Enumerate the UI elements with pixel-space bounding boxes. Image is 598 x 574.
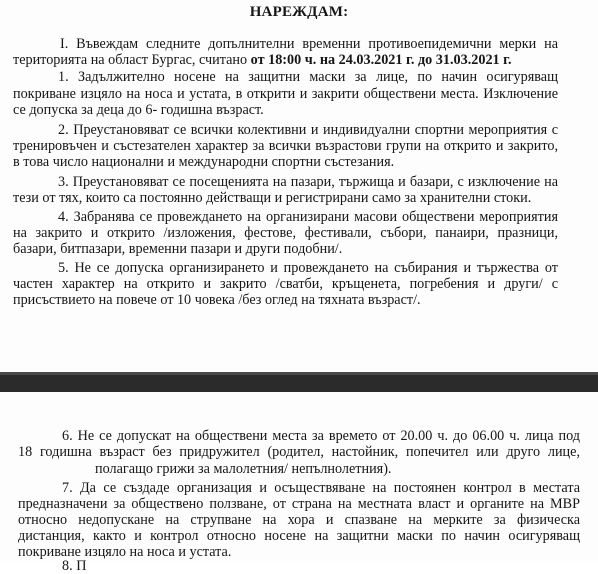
measure-4-line-3: базари, битпазари, временни пазари и други подобни/. (13, 241, 343, 257)
measure-6-line-3: полагащо грижи за малолетния/ непълнолетния). (95, 461, 392, 477)
measure-1-line-1: 1. Задължително носене на защитни маски за лице, по начин осигуряващ (58, 69, 558, 85)
measure-1-line-3: се допуска за деца до 6- годишна възраст. (13, 102, 264, 118)
measure-2-line-2: тренировъчен и състезателен характер за всички възрастови групи на открито и закрито, (13, 138, 558, 154)
page-break-divider (0, 372, 598, 392)
section-1-period-dates: от 18:00 ч. на 24.03.2021 г. до 31.03.2021 г. (250, 52, 512, 68)
measure-7-line-1: 7. Да се създаде организация и осъществяване на постоянен контрол в местата (62, 480, 580, 496)
measure-1-line-2: покриване изцяло на носа и устата, в открити и закрити обществени места. Изключение (13, 86, 558, 102)
measure-4-line-1: 4. Забранява се провеждането на организирани масови обществени мероприятия (58, 209, 558, 225)
section-1-territory-text: територията на област Бургас, считано (13, 52, 251, 68)
measure-8-partial-line: 8. П (62, 558, 87, 574)
measure-4-line-2: на закрито и открито /изложения, фестове, фестивали, събори, панаири, празници, (13, 225, 558, 241)
measure-7-line-4: дистанция, както и контрол относно носене на защитни маски по начин осигуряващ (18, 528, 580, 544)
order-heading: НАРЕЖДАМ: (249, 4, 349, 20)
measure-3-line-2: тези от тях, които са постоянно действащи и регистрирани само за хранителни стоки. (13, 190, 532, 206)
measure-7-line-2: предназначени за обществено ползване, от страна на местната власт и органите на МВР (18, 496, 580, 512)
section-1-intro-line: I. Въвеждам следните допълнителни временни противоепидемични мерки на (60, 36, 558, 52)
measure-5-line-3: присъствието на повече от 10 човека /без оглед на тяхната възраст/. (13, 292, 421, 308)
measure-7-line-3: относно недопускане на струпване на хора и спазване на мерките за физическа (18, 512, 580, 528)
measure-2-line-3: в това число национални и международни спортни състезания. (13, 154, 395, 170)
measure-5-line-1: 5. Не се допуска организирането и провеждането на събирания и тържества от (58, 260, 558, 276)
section-1-period-line (13, 52, 558, 68)
measure-6-line-2: 18 годишна възраст без придружител (родител, настойник, попечител или друго лице, (18, 444, 580, 460)
measure-2-line-1: 2. Преустановяват се всички колективни и индивидуални спортни мероприятия с (58, 122, 558, 138)
measure-3-line-1: 3. Преустановяват се посещенията на пазари, тържища и базари, с изключение на (58, 174, 558, 190)
measure-7-line-5: покриване изцяло на носа и устата. (18, 544, 232, 560)
measure-5-line-2: частен характер на открито и закрито /сватби, кръщенета, погребения и други/ с (13, 276, 558, 292)
measure-6-line-1: 6. Не се допускат на обществени места за времето от 20.00 ч. до 06.00 ч. лица под (62, 428, 580, 444)
